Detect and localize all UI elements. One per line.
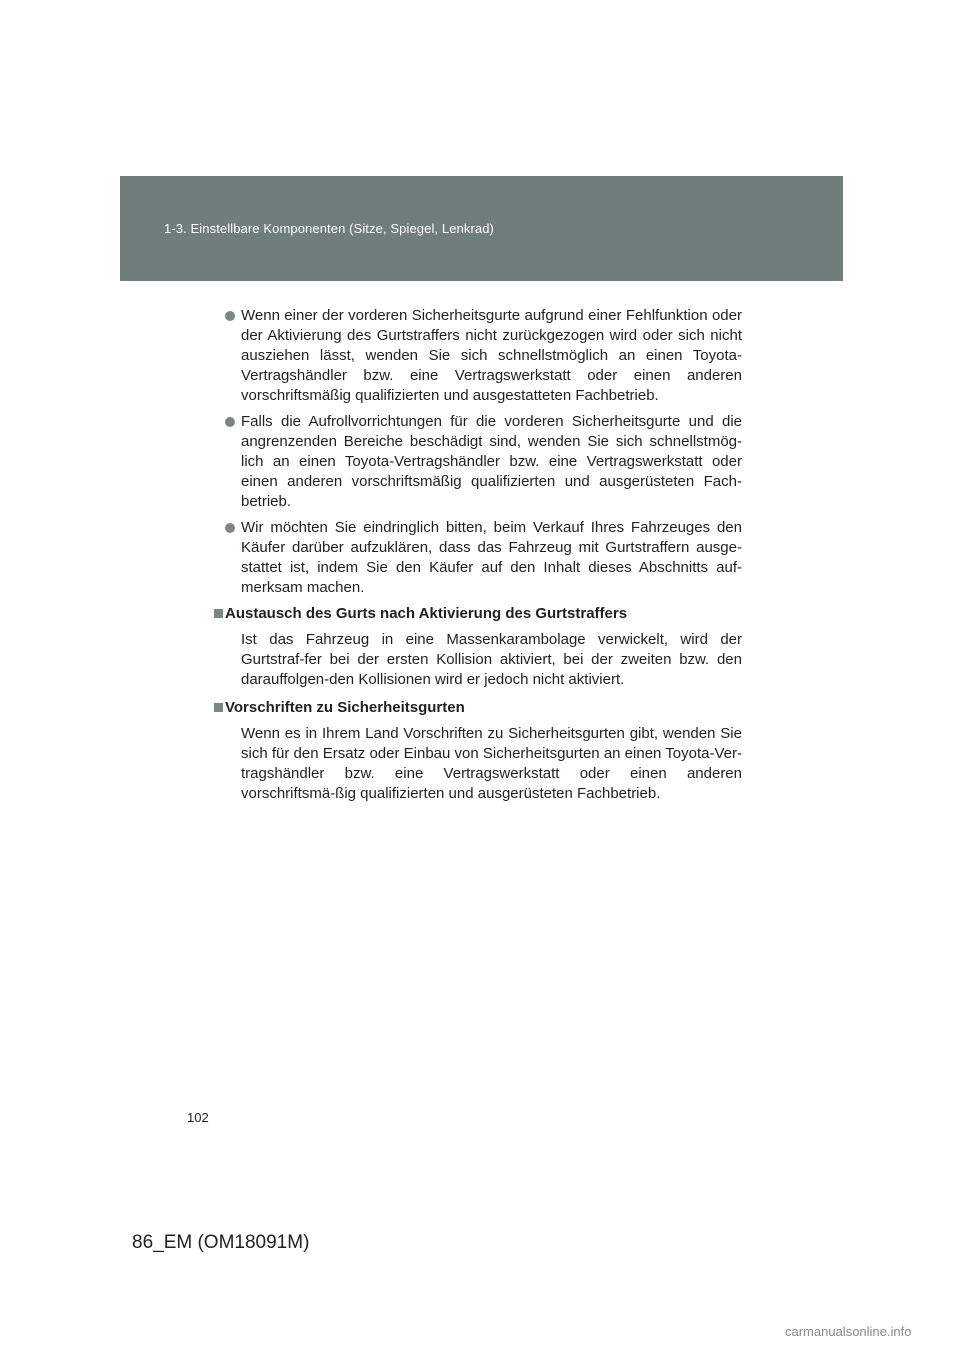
section-body: Ist das Fahrzeug in eine Massenkarambolage verwickelt, wird der Gurtstraf-fer bei der ersten Kollision aktiviert, bei der zweiten bzw. den darauffolgen-den Kollisionen wird er jedoch nicht aktiviert. [241, 631, 742, 688]
square-bullet-icon [214, 609, 223, 618]
section-title: 1-3. Einstellbare Komponenten (Sitze, Spiegel, Lenkrad) [164, 221, 494, 236]
document-code: 86_EM (OM18091M) [132, 1232, 310, 1253]
bullet-text: Falls die Aufrollvorrichtungen für die vorderen Sicherheitsgurte und die angrenzenden Bereiche beschädigt sind, wenden Sie sich schnellstmög-lich an einen Toyota-Vertragshändler bzw. eine Vertragswerkstatt oder einen anderen vorschriftsmäßig qualifizierten und ausgerüsteten Fach-betrieb. [241, 413, 742, 510]
watermark-link[interactable]: carmanualsonline.info [785, 1324, 912, 1339]
section-heading [213, 698, 742, 718]
header-band [120, 176, 843, 281]
bullet-item [213, 412, 742, 512]
square-bullet-icon [214, 703, 223, 712]
bullet-dot-icon [225, 311, 235, 321]
section-heading-text: Austausch des Gurts nach Aktivierung des Gurtstraffers [225, 605, 628, 622]
bullet-item [213, 518, 742, 598]
section-body: Wenn es in Ihrem Land Vorschriften zu Sicherheitsgurten gibt, wenden Sie sich für den Ersatz oder Einbau von Sicherheitsgurten an einen Toyota-Ver-tragshändler bzw. eine Vertragswerkstatt oder einen anderen vorschriftsmä-ßig qualifizierten und ausgerüsteten Fachbetrieb. [241, 725, 742, 802]
section-heading [213, 604, 742, 624]
bullet-item [213, 306, 742, 406]
main-content [213, 306, 742, 812]
bullet-dot-icon [225, 417, 235, 427]
section-heading-text: Vorschriften zu Sicherheitsgurten [225, 699, 465, 716]
page-number: 102 [187, 1110, 209, 1125]
bullet-text: Wenn einer der vorderen Sicherheitsgurte aufgrund einer Fehlfunktion oder der Aktivierung des Gurtstraffers nicht zurückgezogen wird oder sich nicht ausziehen lässt, wenden Sie sich schnellstmöglich an einen Toyota-Vertragshändler bzw. eine Vertragswerkstatt oder einen anderen vorschriftsmäßig qualifizierten und ausgestatteten Fachbetrieb. [241, 307, 742, 404]
bullet-dot-icon [225, 523, 235, 533]
bullet-text: Wir möchten Sie eindringlich bitten, beim Verkauf Ihres Fahrzeuges den Käufer darüber aufzuklären, dass das Fahrzeug mit Gurtstraffern ausge-stattet ist, indem Sie den Käufer auf den Inhalt dieses Abschnitts auf-merksam machen. [241, 519, 742, 596]
